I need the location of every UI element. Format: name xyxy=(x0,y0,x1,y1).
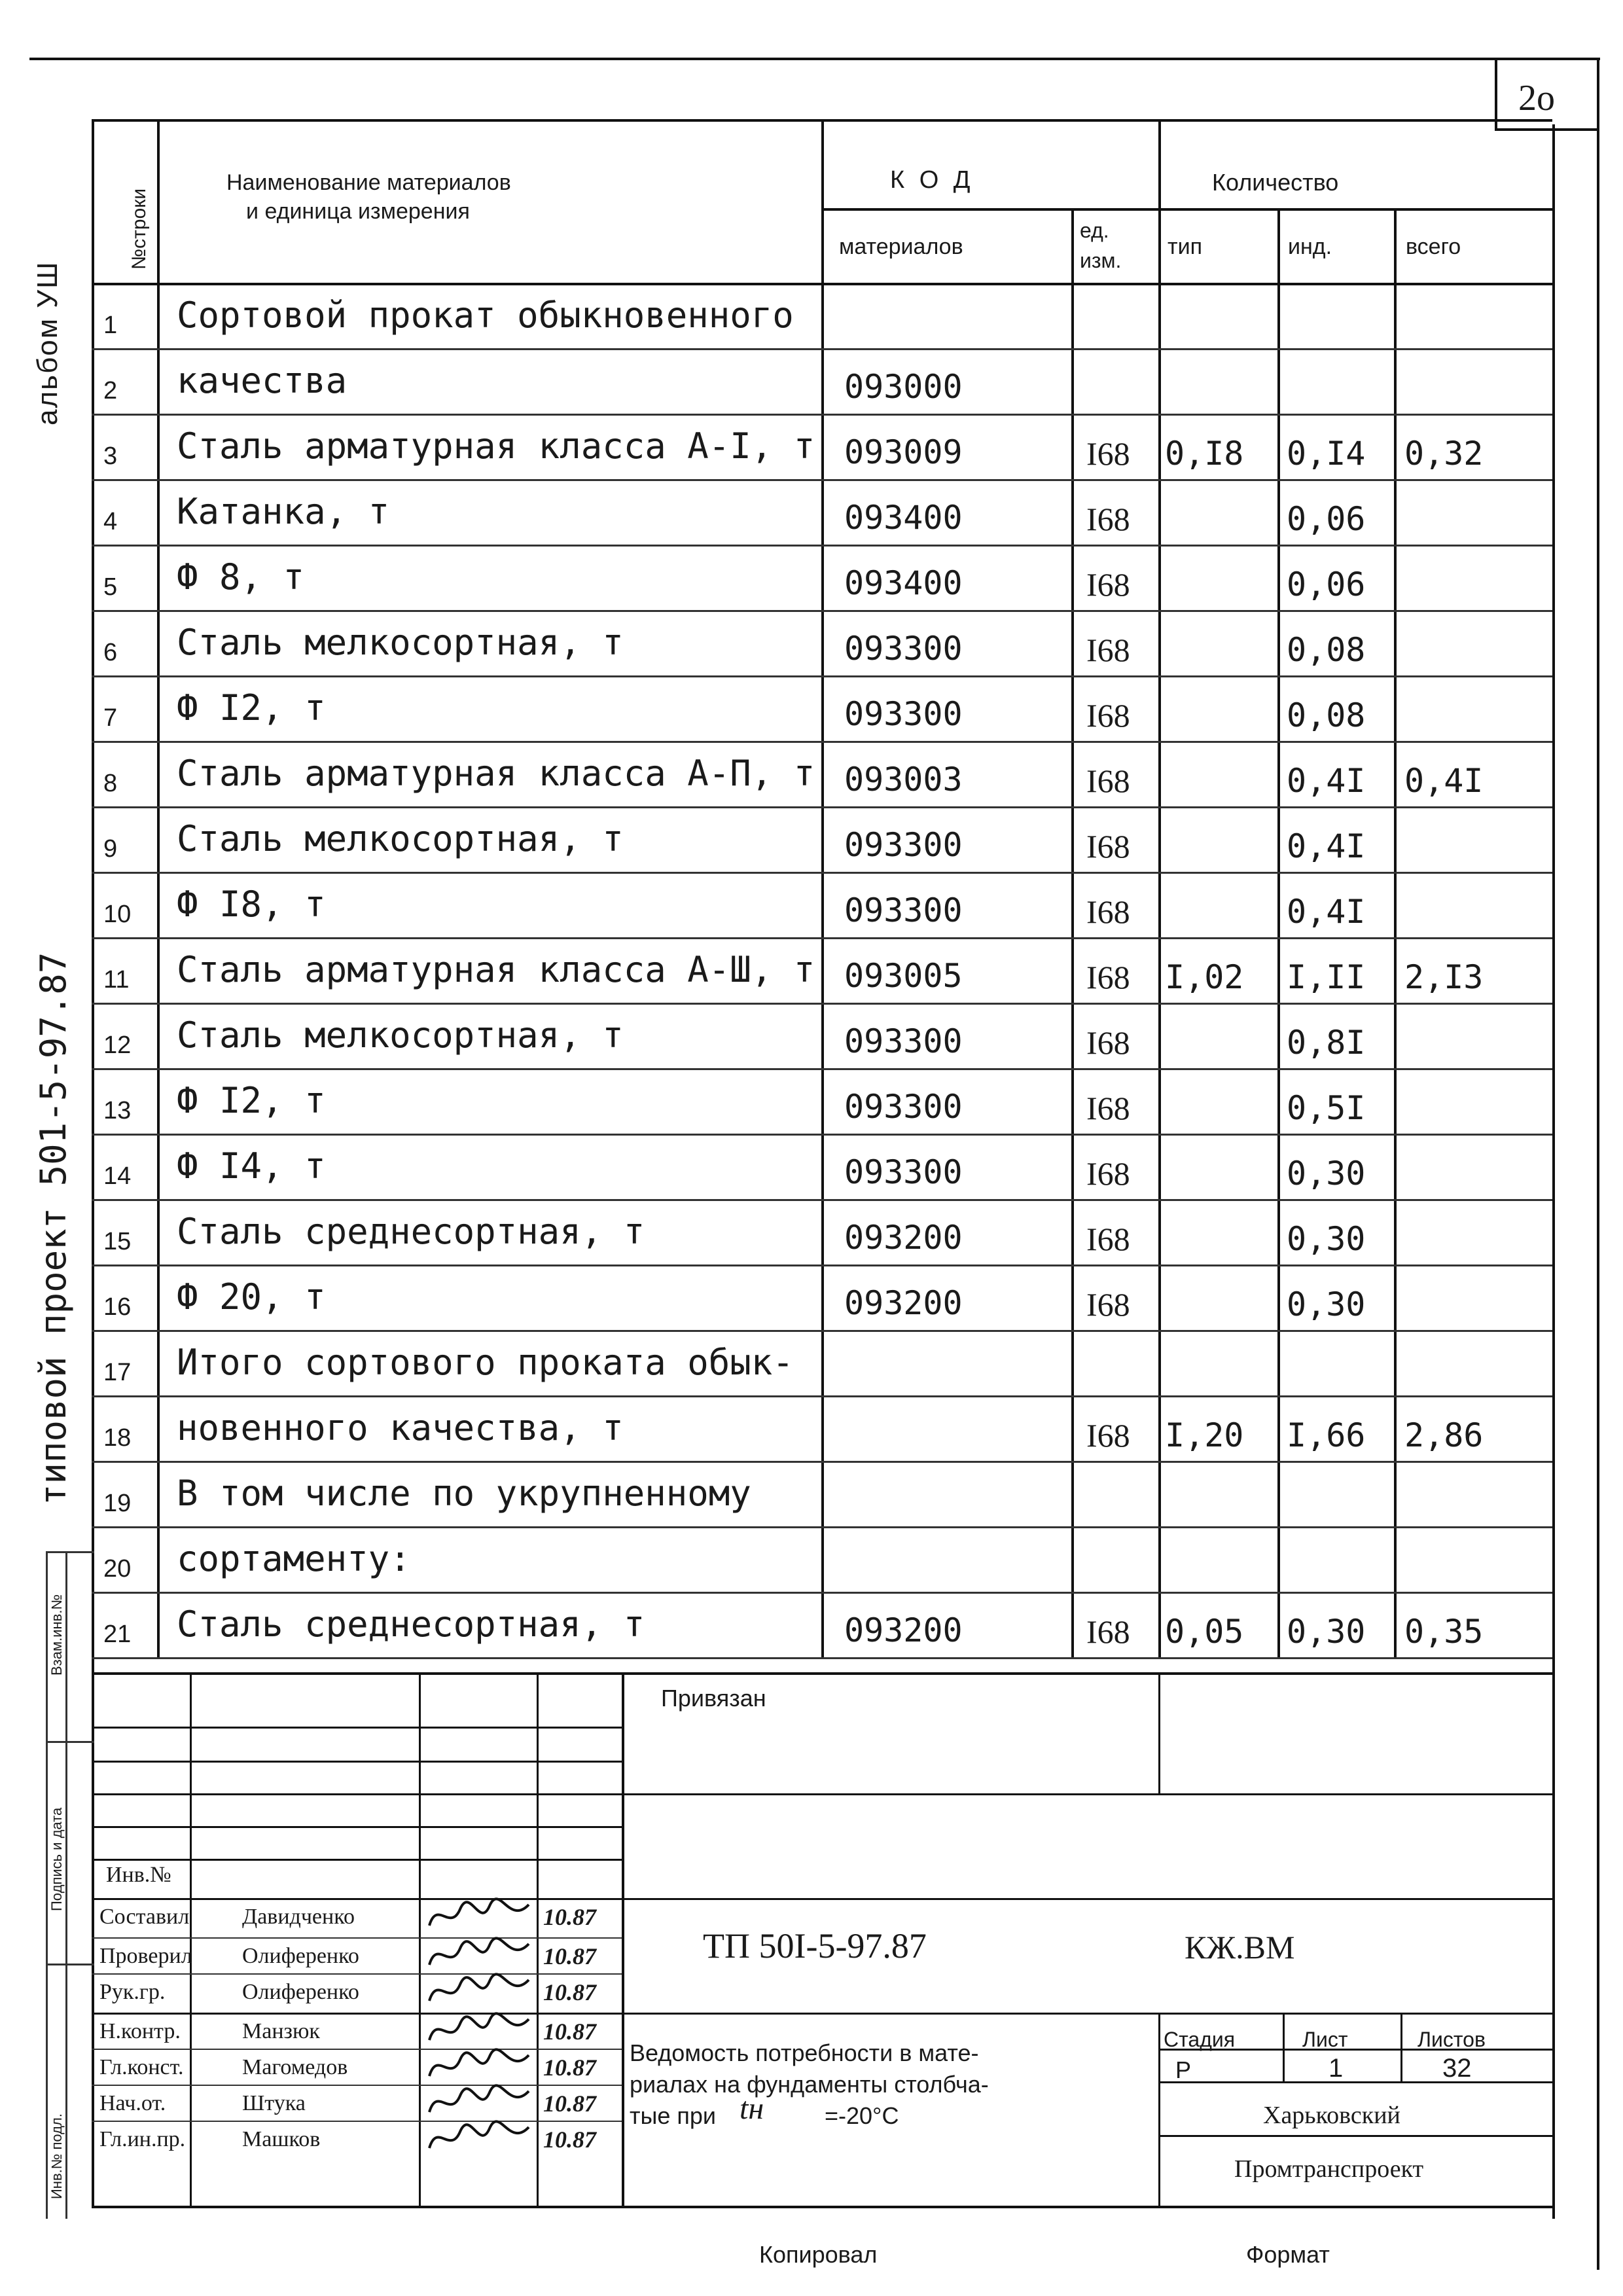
podpis-data-label: Подпись и дата xyxy=(48,1807,65,1911)
header-materialov: материалов xyxy=(839,234,963,259)
material-code: 093300 xyxy=(844,1022,963,1060)
row-number: 18 xyxy=(103,1424,132,1452)
tb-line-stadiya-2 xyxy=(1158,2081,1552,2083)
row-line xyxy=(92,1068,1552,1070)
qty-tip: I,20 xyxy=(1165,1416,1244,1454)
row-line xyxy=(92,1657,1552,1659)
person-role: Гл.ин.пр. xyxy=(99,2127,186,2151)
list-value: 1 xyxy=(1329,2054,1344,2083)
material-code: 093200 xyxy=(844,1219,963,1257)
unit-code: I68 xyxy=(1086,1090,1130,1126)
material-name: Сталь мелкосортная, т xyxy=(177,622,624,663)
row-number: 21 xyxy=(103,1621,132,1648)
qty-tip: 0,05 xyxy=(1165,1613,1244,1651)
right-border-inner xyxy=(1552,124,1555,2219)
person-role: Рук.гр. xyxy=(99,1980,166,2004)
unit-code: I68 xyxy=(1086,1024,1130,1061)
row-line xyxy=(92,1003,1552,1005)
row-number: 16 xyxy=(103,1293,132,1321)
qty-ind: 0,30 xyxy=(1287,1285,1366,1323)
row-number: 19 xyxy=(103,1490,132,1517)
row-line xyxy=(92,479,1552,481)
qty-ind: 0,I4 xyxy=(1287,435,1366,473)
qty-ind: 0,06 xyxy=(1287,500,1366,538)
privyazan-label: Привязан xyxy=(661,1685,766,1712)
qty-ind: 0,06 xyxy=(1287,565,1366,603)
row-number: 9 xyxy=(103,835,118,863)
footer-format: Формат xyxy=(1246,2241,1330,2268)
qty-ind: 0,4I xyxy=(1287,827,1366,865)
tb-col-privyazan xyxy=(1158,1672,1160,1793)
material-name: Ф I4, т xyxy=(177,1145,326,1187)
doc-title-line3a: тые при xyxy=(630,2102,717,2129)
tb-col-list xyxy=(1283,2013,1285,2081)
row-number: 6 xyxy=(103,639,118,666)
tb-col-listov xyxy=(1400,2013,1402,2081)
doc-title-line2: риалах на фундаменты столбча- xyxy=(630,2071,989,2098)
org-line1: Харьковский xyxy=(1263,2102,1400,2129)
tb-line-1 xyxy=(92,1727,622,1729)
temp-symbol: tн xyxy=(740,2091,764,2126)
row-number: 15 xyxy=(103,1228,132,1255)
tb-bottom xyxy=(92,2206,1552,2208)
row-line xyxy=(92,414,1552,416)
qty-vsego: 2,86 xyxy=(1404,1416,1484,1454)
qty-vsego: 0,32 xyxy=(1404,435,1484,473)
qty-ind: I,II xyxy=(1287,958,1366,996)
stamp-strip-line-1 xyxy=(46,1551,48,2219)
doc-code: ТП 50I-5-97.87 xyxy=(703,1926,927,1965)
row-number: 1 xyxy=(103,312,118,339)
header-kod: К О Д xyxy=(890,166,974,194)
row-number: 7 xyxy=(103,704,118,732)
row-line xyxy=(92,545,1552,547)
stadiya-value: Р xyxy=(1175,2056,1192,2083)
stamp-strip-div-1 xyxy=(46,1741,94,1743)
sign-date: 10.87 xyxy=(543,2054,596,2081)
material-name: В том числе по укрупненному xyxy=(177,1473,751,1514)
unit-code: I68 xyxy=(1086,1417,1130,1454)
person-name: Магомедов xyxy=(242,2055,348,2079)
stamp-strip-top xyxy=(46,1551,94,1553)
header-kolichestvo: Количество xyxy=(1212,169,1339,196)
material-name: Итого сортового проката обык- xyxy=(177,1342,794,1383)
header-vsego: всего xyxy=(1406,234,1461,259)
qty-ind: 0,4I xyxy=(1287,893,1366,931)
side-project-label: типовой проект 501-5-97.87 xyxy=(33,952,74,1505)
person-role: Нач.от. xyxy=(99,2091,166,2115)
qty-tip: 0,I8 xyxy=(1165,435,1244,473)
unit-code: I68 xyxy=(1086,828,1130,865)
material-code: 093300 xyxy=(844,1153,963,1191)
tb-line-7 xyxy=(92,2013,1552,2015)
row-line xyxy=(92,348,1552,350)
unit-code: I68 xyxy=(1086,632,1130,668)
row-line xyxy=(92,1330,1552,1332)
unit-code: I68 xyxy=(1086,1613,1130,1650)
row-line xyxy=(92,1395,1552,1397)
material-name: Ф I8, т xyxy=(177,884,326,925)
qty-tip: I,02 xyxy=(1165,958,1244,996)
row-number: 8 xyxy=(103,770,118,797)
unit-code: I68 xyxy=(1086,435,1130,472)
left-border xyxy=(92,119,94,2207)
row-line xyxy=(92,806,1552,808)
material-name: Сталь среднесортная, т xyxy=(177,1604,645,1645)
person-role: Гл.конст. xyxy=(99,2055,184,2079)
doc-mark: КЖ.ВМ xyxy=(1185,1929,1295,1965)
header-name-line1: Наименование материалов xyxy=(226,170,511,195)
person-name: Манзюк xyxy=(242,2019,320,2043)
material-code: 093200 xyxy=(844,1284,963,1322)
column-line-vsego xyxy=(1394,208,1397,1657)
material-code: 093003 xyxy=(844,761,963,798)
row-number: 3 xyxy=(103,442,118,470)
list-label: Лист xyxy=(1302,2028,1348,2051)
row-line xyxy=(92,1199,1552,1201)
qty-ind: I,66 xyxy=(1287,1416,1366,1454)
unit-code: I68 xyxy=(1086,501,1130,537)
page-number-box-bottom xyxy=(1495,128,1599,131)
row-line xyxy=(92,675,1552,677)
row-number: 11 xyxy=(103,966,130,994)
org-line2: Промтранспроект xyxy=(1234,2155,1424,2183)
column-line-ind xyxy=(1277,208,1280,1657)
row-number: 2 xyxy=(103,377,118,404)
material-name: Катанка, т xyxy=(177,491,390,532)
row-line xyxy=(92,741,1552,743)
sign-date: 10.87 xyxy=(543,1904,596,1930)
row-line xyxy=(92,872,1552,874)
header-name-line2: и единица измерения xyxy=(246,199,470,224)
row-number: 12 xyxy=(103,1031,132,1059)
header-izm: изм. xyxy=(1080,249,1122,272)
tb-col-4 xyxy=(622,1672,624,2206)
material-name: Сталь среднесортная, т xyxy=(177,1211,645,1252)
people-row-1 xyxy=(92,1937,622,1939)
material-name: Сталь мелкосортная, т xyxy=(177,1014,624,1056)
unit-code: I68 xyxy=(1086,1286,1130,1323)
row-line xyxy=(92,1592,1552,1594)
sign-date: 10.87 xyxy=(543,2090,596,2117)
material-name: Сортовой прокат обыкновенного xyxy=(177,295,794,336)
unit-code: I68 xyxy=(1086,762,1130,799)
material-name: Ф I2, т xyxy=(177,1080,326,1121)
people-row-3 xyxy=(92,2049,622,2050)
person-name: Штука xyxy=(242,2091,306,2115)
material-name: сортаменту: xyxy=(177,1538,411,1579)
qty-vsego: 2,I3 xyxy=(1404,958,1484,996)
column-line-unit xyxy=(1071,208,1074,1657)
row-line xyxy=(92,1461,1552,1463)
tb-line-2 xyxy=(92,1761,622,1763)
people-row-5 xyxy=(92,2121,622,2122)
inv-podl-label: Инв.№ подл. xyxy=(48,2113,65,2199)
qty-ind: 0,4I xyxy=(1287,762,1366,800)
tb-line-org xyxy=(1158,2135,1552,2137)
unit-code: I68 xyxy=(1086,1221,1130,1257)
row-line xyxy=(92,610,1552,612)
sign-date: 10.87 xyxy=(543,1943,596,1969)
row-line xyxy=(92,1134,1552,1136)
stamp-strip-line-2 xyxy=(65,1551,67,2219)
doc-title-line3b: =-20°С xyxy=(825,2102,899,2129)
material-name: Ф I2, т xyxy=(177,687,326,728)
material-name: новенного качества, т xyxy=(177,1407,624,1448)
people-row-4 xyxy=(92,2085,622,2086)
table-extra-row-line xyxy=(92,1672,1552,1675)
sign-date: 10.87 xyxy=(543,1979,596,2005)
tb-line-4 xyxy=(92,1826,622,1828)
right-border-outer xyxy=(1597,58,1599,2270)
header-mid-line xyxy=(821,208,1552,211)
unit-code: I68 xyxy=(1086,566,1130,603)
material-code: 093005 xyxy=(844,957,963,995)
vzam-inv-label: Взам.инв.№ xyxy=(48,1594,65,1676)
handwritten-signature xyxy=(424,2115,535,2161)
material-code: 093300 xyxy=(844,630,963,668)
stadiya-label: Стадия xyxy=(1164,2028,1236,2051)
row-line xyxy=(92,937,1552,939)
row-line xyxy=(92,1265,1552,1266)
tb-col-1 xyxy=(190,1672,192,2206)
listov-label: Листов xyxy=(1418,2028,1486,2051)
row-line xyxy=(92,1526,1552,1528)
person-role: Составил xyxy=(99,1905,190,1929)
qty-ind: 0,08 xyxy=(1287,631,1366,669)
header-ind: инд. xyxy=(1288,234,1332,259)
page-number: 2о xyxy=(1518,78,1555,118)
person-name: Давидченко xyxy=(242,1905,355,1929)
tb-col-3 xyxy=(537,1672,539,2206)
material-code: 093300 xyxy=(844,826,963,864)
qty-ind: 0,30 xyxy=(1287,1155,1366,1193)
tb-line-6 xyxy=(92,1898,1552,1900)
material-code: 093400 xyxy=(844,564,963,602)
qty-ind: 0,8I xyxy=(1287,1024,1366,1062)
header-row-number: №строки xyxy=(128,188,150,270)
inv-no-label: Инв.№ xyxy=(106,1863,171,1887)
unit-code: I68 xyxy=(1086,959,1130,996)
qty-vsego: 0,35 xyxy=(1404,1613,1484,1651)
material-code: 093400 xyxy=(844,499,963,537)
sign-date: 10.87 xyxy=(543,2018,596,2045)
person-name: Олиференко xyxy=(242,1944,359,1968)
material-code: 093300 xyxy=(844,1088,963,1126)
header-ed: ед. xyxy=(1080,219,1109,242)
doc-title-line1: Ведомость потребности в мате- xyxy=(630,2039,979,2066)
unit-code: I68 xyxy=(1086,1155,1130,1192)
qty-ind: 0,30 xyxy=(1287,1220,1366,1258)
qty-ind: 0,08 xyxy=(1287,696,1366,734)
material-name: Сталь арматурная класса А-П, т xyxy=(177,753,815,794)
footer-kopiroval: Копировал xyxy=(759,2241,878,2268)
person-name: Машков xyxy=(242,2127,321,2151)
material-name: Ф 8, т xyxy=(177,556,305,598)
sign-date: 10.87 xyxy=(543,2126,596,2153)
material-code: 093300 xyxy=(844,891,963,929)
row-number: 5 xyxy=(103,573,118,601)
qty-vsego: 0,4I xyxy=(1404,762,1484,800)
material-code: 093000 xyxy=(844,368,963,406)
material-name: Сталь мелкосортная, т xyxy=(177,818,624,859)
material-name: Сталь арматурная класса А-I, т xyxy=(177,425,815,467)
material-code: 093300 xyxy=(844,695,963,733)
qty-ind: 0,30 xyxy=(1287,1613,1366,1651)
row-number: 4 xyxy=(103,508,118,535)
row-number: 14 xyxy=(103,1162,132,1190)
unit-code: I68 xyxy=(1086,697,1130,734)
tb-col-stadiya xyxy=(1158,2013,1160,2206)
qty-ind: 0,5I xyxy=(1287,1089,1366,1127)
material-code: 093200 xyxy=(844,1611,963,1649)
material-name: качества xyxy=(177,360,348,401)
stamp-strip-div-2 xyxy=(46,1964,94,1965)
material-name: Сталь арматурная класса А-Ш, т xyxy=(177,949,815,990)
header-tip: тип xyxy=(1168,234,1202,259)
tb-col-2 xyxy=(419,1672,421,2206)
person-name: Олиференко xyxy=(242,1980,359,2004)
material-name: Ф 20, т xyxy=(177,1276,326,1318)
listov-value: 32 xyxy=(1442,2054,1472,2083)
material-code: 093009 xyxy=(844,433,963,471)
unit-code: I68 xyxy=(1086,893,1130,930)
top-border xyxy=(29,58,1600,60)
tb-line-5 xyxy=(92,1859,622,1861)
people-row-2 xyxy=(92,1973,622,1975)
row-number: 17 xyxy=(103,1359,132,1386)
person-role: Проверил xyxy=(99,1944,192,1968)
album-label: альбом УШ xyxy=(31,260,63,425)
person-role: Н.контр. xyxy=(99,2019,181,2043)
tb-line-3 xyxy=(92,1793,1552,1795)
row-number: 20 xyxy=(103,1555,132,1583)
row-number: 10 xyxy=(103,901,132,928)
row-number: 13 xyxy=(103,1097,132,1124)
